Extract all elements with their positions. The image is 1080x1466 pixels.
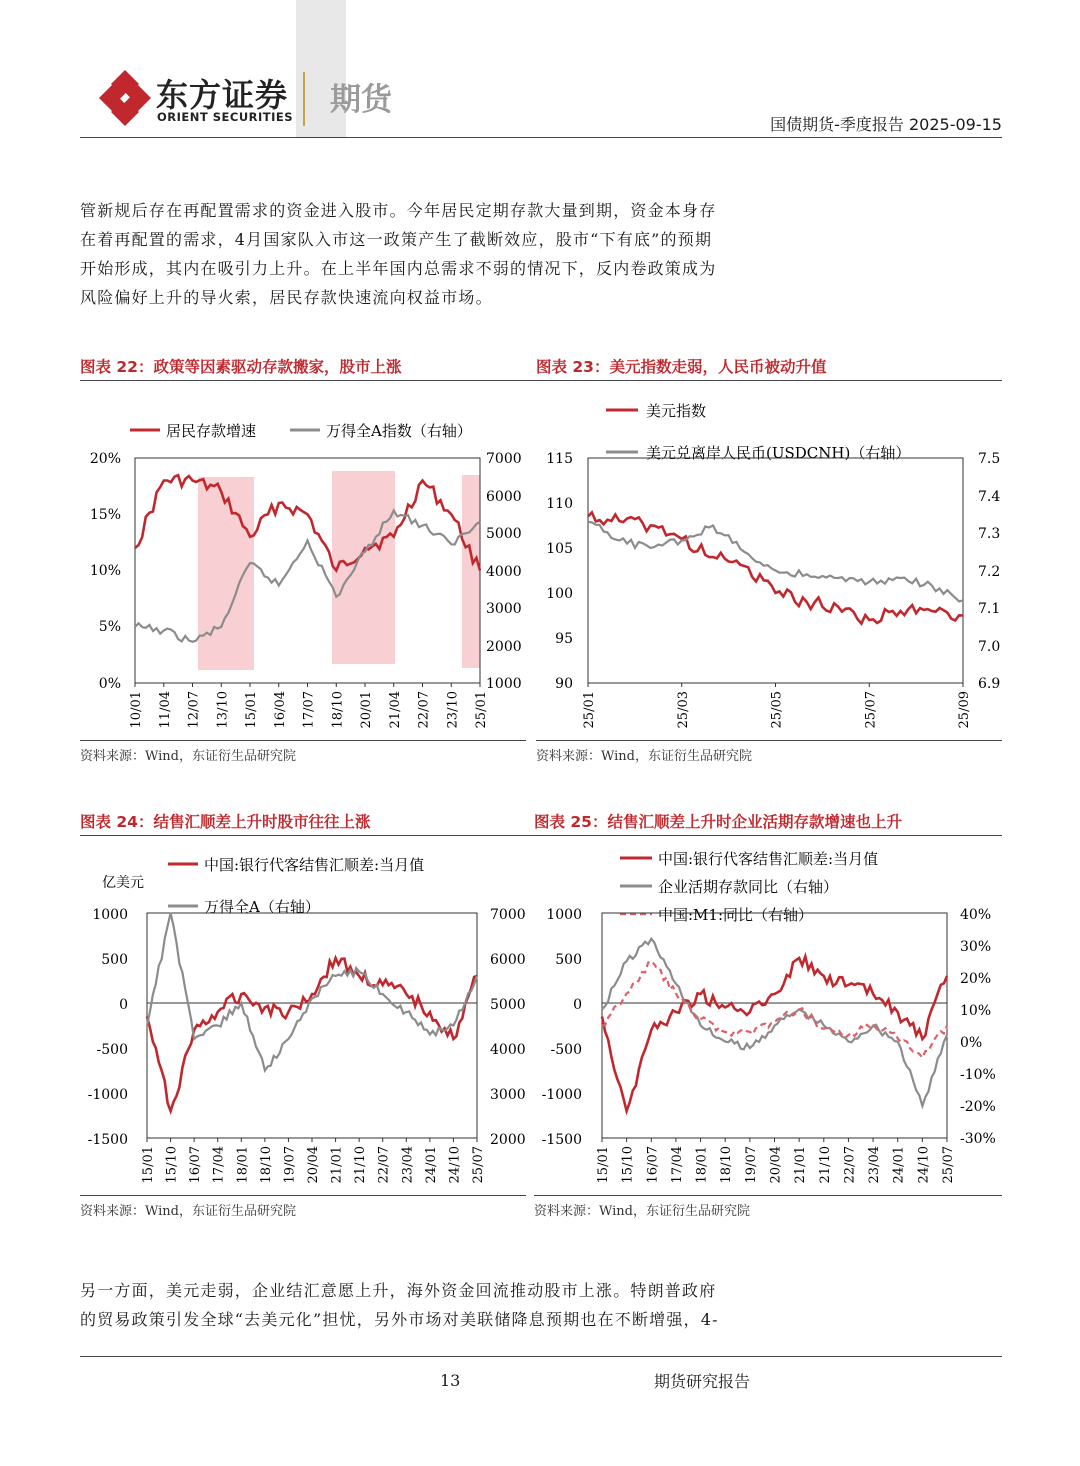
x-tick-label: 10/01 xyxy=(129,691,144,729)
x-tick-label: 23/10 xyxy=(445,691,461,729)
right-tick: 2000 xyxy=(486,639,522,655)
chart24 xyxy=(80,840,526,1195)
x-tick-label: 21/10 xyxy=(817,1146,833,1184)
right-tick: 7.2 xyxy=(978,564,1001,580)
right-tick: 7000 xyxy=(486,451,522,467)
x-tick-label: 25/09 xyxy=(957,691,972,729)
chart22-caption: 图表 22：政策等因素驱动存款搬家，股市上涨 xyxy=(80,358,402,376)
chart23-source: 资料来源：Wind，东证衍生品研究院 xyxy=(536,749,752,764)
x-tick-label: 18/10 xyxy=(330,691,346,729)
x-tick-label: 17/07 xyxy=(301,691,317,729)
right-tick: 4000 xyxy=(490,1042,526,1058)
right-axis xyxy=(490,907,526,1148)
legend-fx: 中国:银行代客结售汇顺差:当月值 xyxy=(658,850,879,868)
right-tick: -10% xyxy=(960,1067,996,1083)
footer-label: 期货研究报告 xyxy=(654,1372,751,1391)
right-axis xyxy=(486,451,522,692)
left-tick: -1000 xyxy=(541,1087,582,1103)
legend-deposit: 居民存款增速 xyxy=(166,422,257,440)
right-tick: -30% xyxy=(960,1131,996,1147)
right-tick: 3000 xyxy=(486,601,522,617)
left-tick: -1500 xyxy=(87,1132,128,1148)
left-tick: 500 xyxy=(101,952,128,968)
logo-cn: 东方证券 xyxy=(156,76,289,114)
right-tick: 10% xyxy=(960,1003,992,1019)
para2-line: 另一方面，美元走弱，企业结汇意愿上升，海外资金回流推动股市上涨。特朗普政府 xyxy=(80,1281,717,1300)
report-title: 国债期货-季度报告 2025-09-15 xyxy=(770,115,1002,134)
para1-line: 在着再配置的需求，4月国家队入市这一政策产生了截断效应，股市“下有底”的预期 xyxy=(80,230,713,249)
chart25-x-axis xyxy=(596,1138,956,1183)
header-rule xyxy=(80,137,1002,138)
right-tick: 7.1 xyxy=(978,601,1001,617)
x-tick-label: 20/04 xyxy=(306,1146,321,1184)
right-tick: 6000 xyxy=(486,489,522,505)
x-tick-label: 17/04 xyxy=(669,1146,685,1184)
series-line-1 xyxy=(588,512,963,623)
x-tick-label: 13/10 xyxy=(215,691,231,729)
left-tick: 105 xyxy=(546,541,573,557)
x-tick-label: 18/01 xyxy=(235,1146,251,1184)
chart24-source: 资料来源：Wind，东证衍生品研究院 xyxy=(80,1204,296,1219)
left-tick: 0% xyxy=(98,676,121,692)
shade-2 xyxy=(332,471,395,664)
right-tick: 5000 xyxy=(490,997,526,1013)
x-tick-label: 20/01 xyxy=(359,691,374,729)
right-tick: 40% xyxy=(960,907,992,923)
x-tick-label: 18/10 xyxy=(258,1146,274,1184)
x-tick-label: 19/07 xyxy=(282,1146,298,1184)
para1-line: 管新规后存在再配置需求的资金进入股市。今年居民定期存款大量到期，资金本身存 xyxy=(80,201,717,220)
legend-index: 万得全A指数（右轴） xyxy=(326,422,472,440)
series-line-2 xyxy=(135,511,480,642)
chart25-series xyxy=(602,939,947,1111)
left-tick: 0 xyxy=(573,997,582,1013)
x-tick-label: 25/01 xyxy=(582,691,597,729)
series-line-2 xyxy=(588,522,963,602)
x-tick-label: 25/07 xyxy=(941,1146,956,1184)
chart22-source: 资料来源：Wind，东证衍生品研究院 xyxy=(80,749,296,764)
left-tick: 115 xyxy=(546,451,573,467)
x-tick-label: 19/07 xyxy=(743,1146,759,1184)
chart22-series xyxy=(135,475,480,642)
x-tick-label: 21/01 xyxy=(793,1146,809,1184)
x-tick-label: 24/10 xyxy=(916,1146,932,1184)
chart23-x-axis xyxy=(582,683,972,728)
x-tick-label: 16/07 xyxy=(188,1146,204,1184)
x-tick-label: 21/04 xyxy=(387,691,403,729)
x-tick-label: 21/10 xyxy=(353,1146,369,1184)
chart25 xyxy=(534,840,1002,1195)
chart24-caption: 图表 24：结售汇顺差上升时股市往往上涨 xyxy=(80,813,371,831)
orient-logo-icon xyxy=(98,68,152,128)
chart25-caption: 图表 25：结售汇顺差上升时企业活期存款增速也上升 xyxy=(534,813,902,831)
right-tick: 7.4 xyxy=(978,489,1001,505)
right-tick: 7.3 xyxy=(978,526,1001,542)
left-tick: 100 xyxy=(546,586,573,602)
unit-label: 亿美元 xyxy=(102,875,144,891)
right-tick: 7.5 xyxy=(978,451,1001,467)
chart23-bottom-rule xyxy=(536,740,1002,741)
x-tick-label: 24/10 xyxy=(447,1146,463,1184)
para1-line: 开始形成，其内在吸引力上升。在上半年国内总需求不弱的情况下，反内卷政策成为 xyxy=(80,259,717,278)
right-tick: 7000 xyxy=(490,907,526,923)
left-tick: 0 xyxy=(119,997,128,1013)
chart25-bottom-rule xyxy=(534,1195,1002,1196)
x-tick-label: 24/01 xyxy=(891,1146,907,1184)
x-tick-label: 22/07 xyxy=(416,691,432,729)
chart22-bottom-rule xyxy=(80,740,526,741)
right-tick: 4000 xyxy=(486,564,522,580)
right-tick: 30% xyxy=(960,939,992,955)
left-tick: 95 xyxy=(555,631,573,647)
caption-rule-2 xyxy=(80,835,1002,836)
x-tick-label: 15/01 xyxy=(244,691,259,729)
right-axis xyxy=(960,907,996,1147)
left-tick: 90 xyxy=(555,676,573,692)
legend-dxy: 美元指数 xyxy=(646,402,707,420)
right-tick: 2000 xyxy=(490,1132,526,1148)
left-tick: 5% xyxy=(98,619,121,635)
x-tick-label: 16/04 xyxy=(272,691,288,729)
chart24-x-axis xyxy=(141,1138,486,1183)
left-axis xyxy=(546,451,573,692)
x-tick-label: 24/01 xyxy=(423,1146,439,1184)
legend-wind: 万得全A（右轴） xyxy=(204,898,320,916)
footer-rule xyxy=(80,1356,1002,1357)
right-tick: 5000 xyxy=(486,526,522,542)
x-tick-label: 23/04 xyxy=(867,1146,883,1184)
x-tick-label: 25/05 xyxy=(769,691,785,729)
logo-en: ORIENT SECURITIES xyxy=(157,110,294,124)
left-tick: 1000 xyxy=(92,907,128,923)
chart22 xyxy=(80,385,526,740)
left-tick: 10% xyxy=(89,563,121,579)
chart22-x-axis xyxy=(129,683,489,728)
x-tick-label: 20/04 xyxy=(768,1146,784,1184)
page-number: 13 xyxy=(440,1371,461,1390)
left-axis xyxy=(542,907,582,1148)
x-tick-label: 25/01 xyxy=(474,691,489,729)
x-tick-label: 16/07 xyxy=(645,1146,661,1184)
chart23 xyxy=(536,385,1002,740)
legend-usdcnh: 美元兑离岸人民币(USDCNH)（右轴） xyxy=(646,444,911,462)
left-tick: 20% xyxy=(89,451,121,467)
right-tick: 20% xyxy=(960,971,992,987)
x-tick-label: 15/01 xyxy=(596,1146,611,1184)
left-tick: 110 xyxy=(546,496,573,512)
left-tick: 1000 xyxy=(546,907,582,923)
series-line-1 xyxy=(135,475,480,570)
shade-1 xyxy=(198,477,254,670)
legend-demand: 企业活期存款同比（右轴） xyxy=(658,878,839,896)
right-tick: 7.0 xyxy=(978,639,1001,655)
chart24-series xyxy=(147,913,477,1111)
left-tick: 15% xyxy=(89,507,121,523)
legend-fx: 中国:银行代客结售汇顺差:当月值 xyxy=(204,856,425,874)
x-tick-label: 18/01 xyxy=(694,1146,710,1184)
logo-futures-label: 期货 xyxy=(330,82,392,118)
x-tick-label: 25/07 xyxy=(863,691,879,729)
right-axis xyxy=(978,451,1000,692)
x-tick-label: 12/07 xyxy=(186,691,202,729)
x-tick-label: 25/07 xyxy=(471,1146,486,1184)
para1-line: 风险偏好上升的导火索，居民存款快速流向权益市场。 xyxy=(80,288,493,307)
shade-3 xyxy=(462,475,480,668)
right-tick: 0% xyxy=(960,1035,983,1051)
x-tick-label: 22/07 xyxy=(376,1146,392,1184)
x-tick-label: 23/04 xyxy=(400,1146,416,1184)
chart24-bottom-rule xyxy=(80,1195,526,1196)
logo-divider xyxy=(303,72,305,126)
left-tick: -1000 xyxy=(87,1087,128,1103)
right-tick: 6.9 xyxy=(978,676,1001,692)
chart23-series xyxy=(588,512,963,623)
left-tick: -500 xyxy=(96,1042,128,1058)
left-tick: 500 xyxy=(555,952,582,968)
left-tick: -500 xyxy=(550,1042,582,1058)
x-tick-label: 25/03 xyxy=(675,691,691,729)
x-tick-label: 17/04 xyxy=(211,1146,227,1184)
chart25-source: 资料来源：Wind，东证衍生品研究院 xyxy=(534,1204,750,1219)
x-tick-label: 22/07 xyxy=(842,1146,858,1184)
x-tick-label: 15/10 xyxy=(164,1146,180,1184)
left-axis xyxy=(90,451,121,692)
plot-frame xyxy=(135,458,480,683)
x-tick-label: 18/10 xyxy=(719,1146,735,1184)
right-tick: 6000 xyxy=(490,952,526,968)
x-tick-label: 21/01 xyxy=(329,1146,345,1184)
body-paragraph-1 xyxy=(80,196,800,312)
chart23-caption: 图表 23：美元指数走弱，人民币被动升值 xyxy=(536,358,827,376)
x-tick-label: 15/01 xyxy=(141,1146,156,1184)
series-line-2 xyxy=(147,913,477,1071)
legend-m1: 中国:M1:同比（右轴） xyxy=(658,906,814,924)
caption-rule xyxy=(80,380,1002,381)
right-tick: 3000 xyxy=(490,1087,526,1103)
left-axis xyxy=(88,907,128,1148)
series-line-1 xyxy=(602,956,947,1111)
para2-line: 的贸易政策引发全球“去美元化”担忧，另外市场对美联储降息预期也在不断增强，4- xyxy=(80,1310,719,1329)
right-tick: -20% xyxy=(960,1099,996,1115)
body-paragraph-2 xyxy=(80,1276,800,1334)
x-tick-label: 11/04 xyxy=(157,691,173,729)
right-tick: 1000 xyxy=(486,676,522,692)
left-tick: -1500 xyxy=(541,1132,582,1148)
series-line-1 xyxy=(147,958,477,1111)
x-tick-label: 15/10 xyxy=(620,1146,636,1184)
